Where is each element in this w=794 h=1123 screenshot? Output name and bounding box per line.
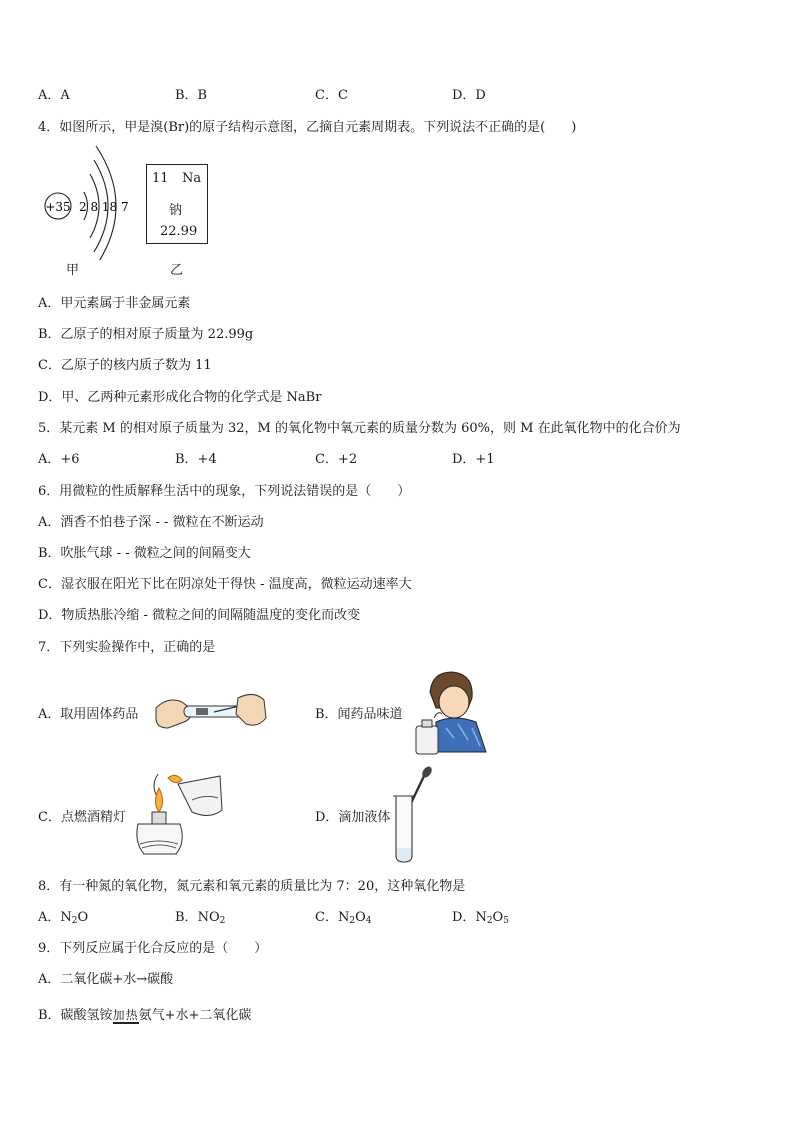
q7-stem: 7．下列实验操作中，正确的是	[38, 640, 216, 655]
nucleus-charge: +35	[45, 200, 71, 214]
element-symbol: Na	[182, 171, 202, 186]
q4-option-c[interactable]: C．乙原子的核内质子数为 11	[38, 358, 212, 373]
solid-reagent-test-tube-illustration	[154, 688, 268, 740]
q3-option-b[interactable]: B．B	[175, 88, 208, 103]
alcohol-lamp	[137, 824, 182, 854]
q5-stem: 5．某元素 M 的相对原子质量为 32，M 的氧化物中氧元素的质量分数为 60%，则 M 在此氧化物中的化合价为	[38, 421, 681, 436]
q4-stem: 4．如图所示，甲是溴(Br)的原子结构示意图，乙摘自元素周期表。下列说法不正确的是( )	[38, 120, 577, 135]
element-caption: 乙	[170, 263, 184, 278]
q3-option-a[interactable]: A．A	[38, 88, 70, 103]
periodic-table-cell	[146, 164, 208, 244]
q5-option-b[interactable]: B．+4	[175, 452, 217, 467]
dropping-liquid-illustration	[386, 764, 436, 866]
q9-option-a[interactable]: A．二氧化碳+水→碳酸	[38, 972, 174, 987]
q9-option-b-reactant: B．碳酸氢铵	[38, 1008, 113, 1023]
q5-option-d[interactable]: D．+1	[452, 452, 495, 467]
second-alcohol-lamp	[178, 776, 222, 816]
q5-option-a[interactable]: A．+6	[38, 452, 80, 467]
q4-option-b[interactable]: B．乙原子的相对原子质量为 22.99g	[38, 327, 254, 342]
q9-option-b[interactable]	[38, 1004, 251, 1024]
q8-option-b[interactable]: B．$NO_2$	[175, 910, 226, 926]
q3-option-d[interactable]: D．D	[452, 88, 486, 103]
bromine-atom-diagram	[38, 140, 138, 260]
q4-option-d[interactable]: D．甲、乙两种元素形成化合物的化学式是 NaBr	[38, 390, 322, 405]
q7-option-d[interactable]: D．滴加液体	[315, 810, 391, 825]
element-name: 钠	[169, 203, 183, 218]
q8-option-d[interactable]: D．$N_2O_5$	[452, 910, 509, 926]
q9-stem: 9．下列反应属于化合反应的是（ ）	[38, 941, 268, 956]
electron-counts: 2 8 18 7	[79, 200, 129, 214]
q7-option-b[interactable]: B．闻药品味道	[315, 707, 403, 722]
q6-option-a[interactable]: A．酒香不怕巷子深 - - 微粒在不断运动	[38, 515, 264, 530]
lighting-alcohol-lamp-illustration	[130, 764, 226, 864]
q7-option-c[interactable]: C．点燃酒精灯	[38, 810, 126, 825]
q6-option-c[interactable]: C．湿衣服在阳光下比在阴凉处干得快 - 温度高，微粒运动速率大	[38, 577, 412, 592]
atomic-mass: 22.99	[160, 224, 198, 239]
q5-option-c[interactable]: C．+2	[315, 452, 358, 467]
person-shirt	[436, 718, 486, 752]
q3-option-c[interactable]: C．C	[315, 88, 348, 103]
q8-option-a[interactable]: A．$N_2O$	[38, 910, 89, 926]
reaction-condition-heating: 加热	[112, 1008, 139, 1022]
q6-option-b[interactable]: B．吹胀气球 - - 微粒之间的间隔变大	[38, 546, 251, 561]
person-face	[439, 686, 469, 718]
reagent-bottle	[416, 726, 438, 754]
q9-option-b-products: 氨气+水+二氧化碳	[138, 1008, 252, 1023]
q8-option-c[interactable]: C．$N_2O_4$	[315, 910, 372, 926]
lamp-flame	[156, 788, 163, 812]
smelling-reagent-illustration	[414, 668, 490, 758]
atom-caption: 甲	[66, 263, 80, 278]
q6-stem: 6．用微粒的性质解释生活中的现象，下列说法错误的是（ ）	[38, 484, 411, 499]
q7-option-a[interactable]: A．取用固体药品	[38, 707, 139, 722]
q4-option-a[interactable]: A．甲元素属于非金属元素	[38, 296, 191, 311]
atomic-number: 11	[152, 171, 169, 186]
q6-option-d[interactable]: D．物质热胀冷缩 - 微粒之间的间隔随温度的变化而改变	[38, 608, 361, 623]
q8-stem: 8．有一种氮的氧化物，氮元素和氧元素的质量比为 7：20，这种氧化物是	[38, 879, 466, 894]
